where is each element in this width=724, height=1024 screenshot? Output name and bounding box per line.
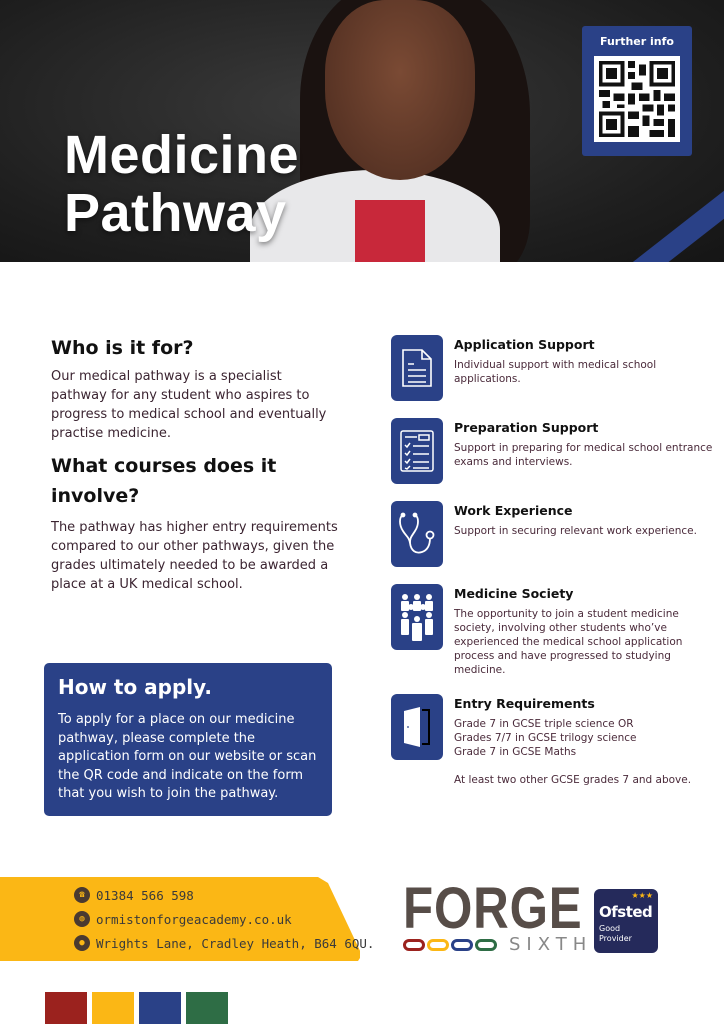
swatch-red	[45, 992, 87, 1024]
hero-banner	[0, 0, 724, 262]
left-column	[51, 333, 341, 594]
courses-heading: What courses does it involve?	[51, 455, 277, 507]
address-text: Wrights Lane, Cradley Heath, B64 6QU.	[96, 935, 375, 951]
people-group-icon	[391, 584, 443, 650]
feature-title: Preparation Support	[454, 420, 599, 435]
title-line-1: Medicine	[64, 125, 300, 185]
who-body: Our medical pathway is a specialist pathway for any student who aspires to progress to medical school and eventually practise medicine.	[51, 369, 327, 441]
feature-body: Support in preparing for medical school entrance exams and interviews.	[454, 442, 713, 468]
ofsted-rating-1: Good	[599, 924, 621, 933]
phone-number: 01384 566 598	[96, 887, 194, 903]
location-pin-icon: ●	[74, 935, 90, 951]
who-heading: Who is it for?	[51, 337, 194, 359]
feature-body-extra: At least two other GCSE grades 7 and above.	[454, 774, 692, 786]
contact-website[interactable]	[74, 911, 292, 927]
qr-label: Further info	[600, 35, 674, 48]
contact-phone[interactable]	[74, 887, 194, 903]
feature-title: Entry Requirements	[454, 696, 595, 711]
stars-icon: ★★★	[631, 891, 653, 900]
feature-body: Grade 7 in GCSE triple science OR Grades 7/7 in GCSE trilogy science Grade 7 in GCSE Maths	[454, 718, 637, 758]
globe-icon: ◍	[74, 911, 90, 927]
feature-body: Support in securing relevant work experience.	[454, 525, 697, 537]
title-line-2: Pathway	[64, 183, 287, 243]
ofsted-badge	[594, 889, 658, 953]
feature-title: Work Experience	[454, 503, 573, 518]
forge-sixth-logo	[403, 876, 593, 956]
door-icon	[391, 694, 443, 760]
page-title	[64, 126, 299, 242]
apply-heading: How to apply.	[58, 675, 212, 699]
logo-sixth: SIXTH	[509, 934, 593, 955]
contact-address	[74, 935, 374, 951]
ofsted-name: Ofsted	[599, 903, 653, 921]
feature-title: Medicine Society	[454, 586, 574, 601]
feature-body: Individual support with medical school applications.	[454, 359, 657, 385]
checklist-icon	[391, 418, 443, 484]
courses-body: The pathway has higher entry requirements compared to our other pathways, given the grades ultimately needed to be awarded a place at a UK medical school.	[51, 520, 338, 592]
phone-icon: ☎	[74, 887, 90, 903]
courses-section	[51, 451, 341, 594]
stethoscope-icon	[391, 501, 443, 567]
website-link: ormistonforgeacademy.co.uk	[96, 911, 292, 927]
logo-forge: FORGE	[403, 876, 583, 941]
decorative-stripe	[614, 178, 724, 262]
how-to-apply-box	[44, 663, 332, 816]
feature-title: Application Support	[454, 337, 595, 352]
student-photo-top	[355, 200, 425, 262]
swatch-green	[186, 992, 228, 1024]
qr-code[interactable]	[594, 56, 680, 142]
ofsted-rating-2: Provider	[599, 934, 632, 943]
feature-body: The opportunity to join a student medicine society, involving other students who’ve experienced the medical school application process and have progressed to studying medicine.	[454, 608, 683, 676]
student-photo-face	[325, 0, 475, 180]
swatch-blue	[139, 992, 181, 1024]
further-info-panel	[582, 26, 692, 156]
chain-icon	[403, 939, 497, 951]
swatch-yellow	[92, 992, 134, 1024]
document-icon	[391, 335, 443, 401]
who-section	[51, 333, 341, 443]
apply-body: To apply for a place on our medicine pathway, please complete the application form on our website or scan the QR code and indicate on the form that you wish to join the pathway.	[58, 712, 317, 801]
